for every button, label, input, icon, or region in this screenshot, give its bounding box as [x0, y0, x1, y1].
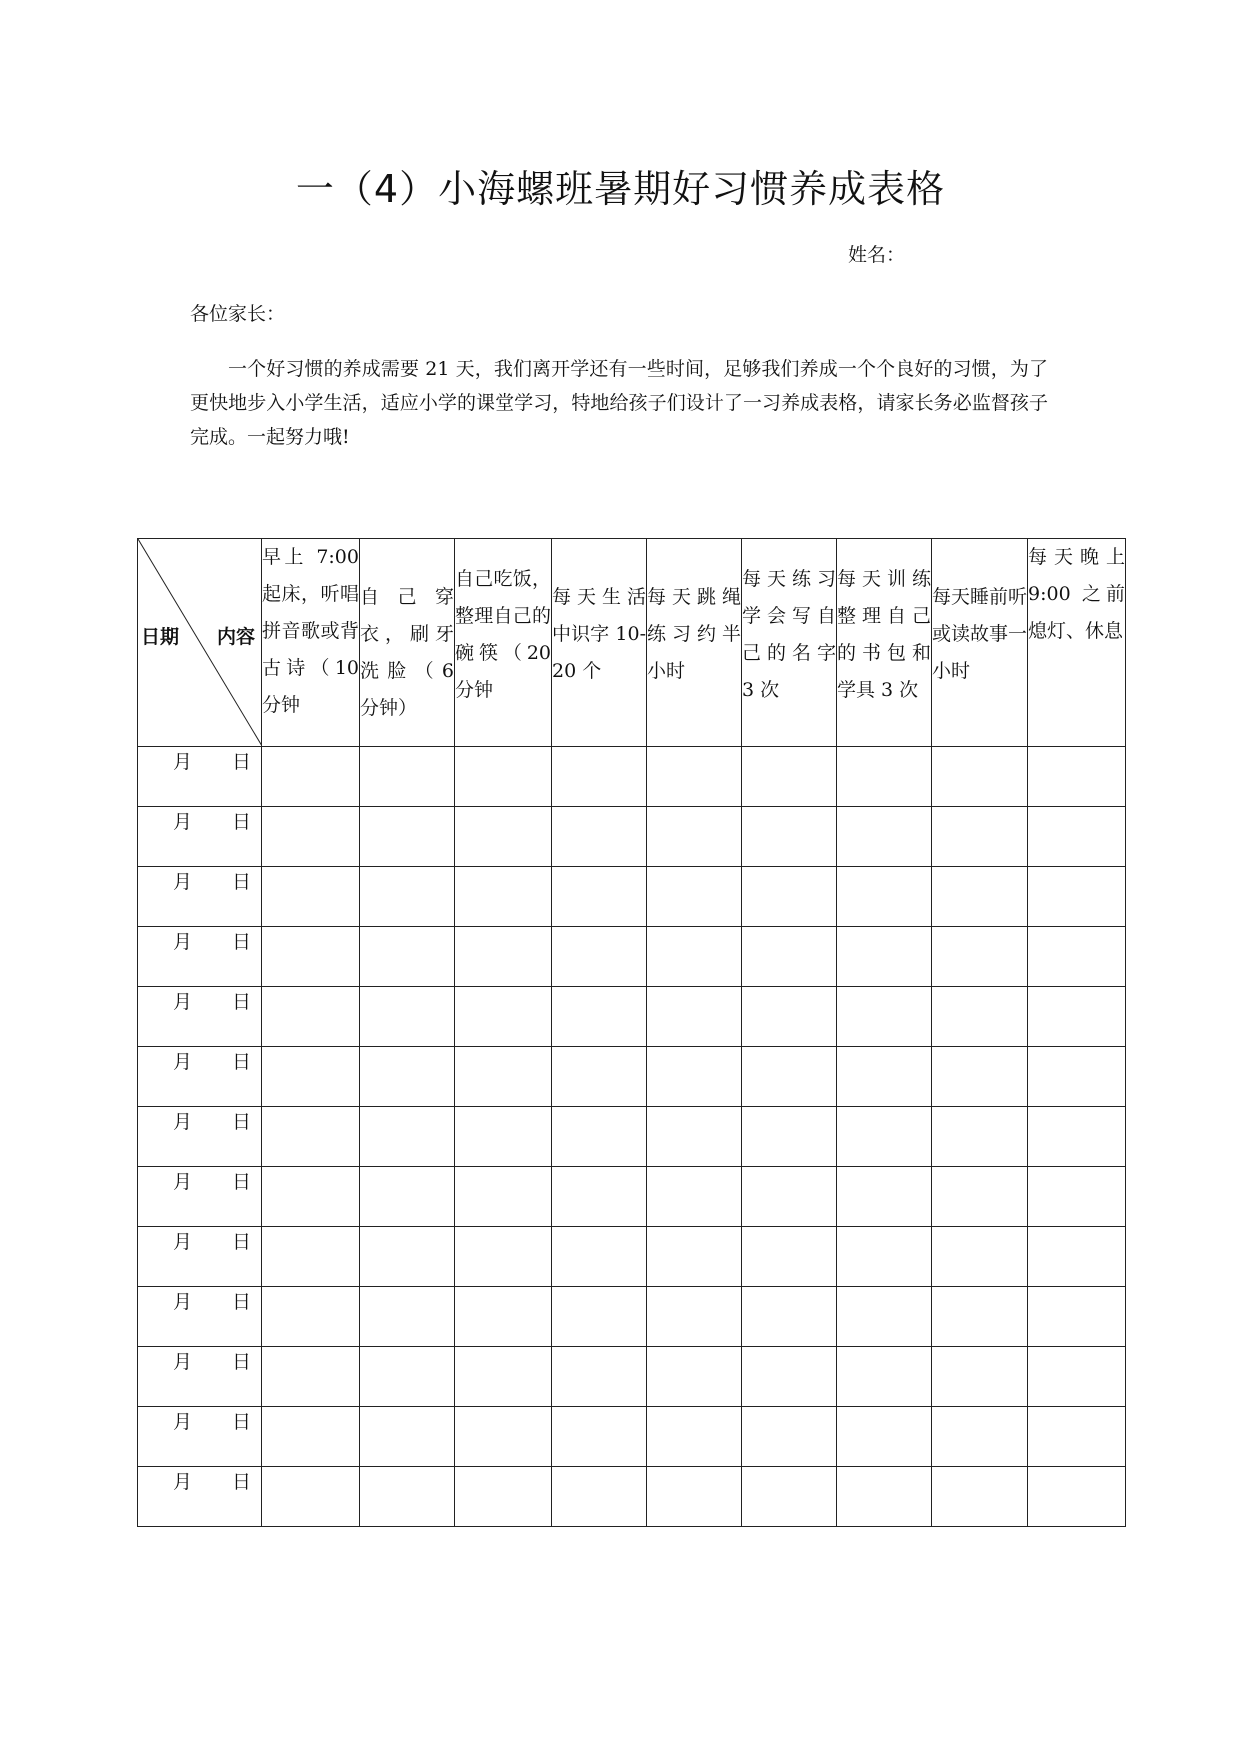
day-label: 日: [232, 1351, 252, 1373]
header-cell: 自己吃饭，整理自己的碗筷（20 分钟: [455, 539, 552, 747]
check-cell[interactable]: [360, 1227, 455, 1287]
check-cell[interactable]: [455, 867, 552, 927]
check-cell[interactable]: [455, 1167, 552, 1227]
date-cell: [138, 1167, 262, 1227]
check-cell[interactable]: [552, 1467, 647, 1527]
check-cell[interactable]: [932, 987, 1028, 1047]
check-cell[interactable]: [647, 1107, 742, 1167]
month-label: 月: [173, 811, 193, 833]
day-label: 日: [232, 811, 252, 833]
check-cell[interactable]: [262, 1287, 360, 1347]
date-cell: [138, 867, 262, 927]
check-cell[interactable]: [837, 747, 932, 807]
check-cell[interactable]: [552, 747, 647, 807]
check-cell[interactable]: [552, 1107, 647, 1167]
month-label: 月: [173, 1351, 193, 1373]
month-label: 月: [173, 931, 193, 953]
check-cell[interactable]: [932, 1107, 1028, 1167]
check-cell[interactable]: [262, 987, 360, 1047]
table-row: [138, 1467, 1126, 1527]
table-row: [138, 987, 1126, 1047]
date-cell: [138, 1047, 262, 1107]
check-cell[interactable]: [742, 1227, 837, 1287]
date-cell: [138, 927, 262, 987]
check-cell[interactable]: [647, 987, 742, 1047]
month-label: 月: [173, 1171, 193, 1193]
check-cell[interactable]: [932, 1347, 1028, 1407]
check-cell[interactable]: [647, 1227, 742, 1287]
check-cell[interactable]: [742, 1347, 837, 1407]
check-cell[interactable]: [360, 987, 455, 1047]
table-row: [138, 867, 1126, 927]
check-cell[interactable]: [647, 867, 742, 927]
check-cell[interactable]: [552, 1407, 647, 1467]
check-cell[interactable]: [455, 987, 552, 1047]
check-cell[interactable]: [262, 1047, 360, 1107]
header-cell: 每天训练整理自己的书包和学具 3 次: [837, 539, 932, 747]
check-cell[interactable]: [742, 807, 837, 867]
check-cell[interactable]: [647, 1347, 742, 1407]
name-label: 姓名：: [848, 244, 906, 266]
table-row: [138, 1347, 1126, 1407]
check-cell[interactable]: [360, 1287, 455, 1347]
day-label: 日: [232, 1171, 252, 1193]
check-cell[interactable]: [455, 1347, 552, 1407]
day-label: 日: [232, 1291, 252, 1313]
table-row: [138, 807, 1126, 867]
check-cell[interactable]: [837, 1347, 932, 1407]
table-row: [138, 1407, 1126, 1467]
table-row: [138, 1047, 1126, 1107]
header-cell: 早上 7:00 起床，听唱拼音歌或背古诗（10 分钟: [262, 539, 360, 747]
date-cell: [138, 807, 262, 867]
check-cell[interactable]: [360, 807, 455, 867]
check-cell[interactable]: [455, 927, 552, 987]
check-cell[interactable]: [455, 1407, 552, 1467]
check-cell[interactable]: [647, 1047, 742, 1107]
habit-table: [137, 538, 1126, 1527]
check-cell[interactable]: [742, 1467, 837, 1527]
intro-paragraph: 一个好习惯的养成需要 21 天，我们离开学还有一些时间，足够我们养成一个个良好的习惯，为了更快地步入小学生活，适应小学的课堂学习，特地给孩子们设计了一习养成表格，请家长务必监督孩子完成。一起努力哦!: [190, 358, 1048, 448]
date-cell: [138, 987, 262, 1047]
check-cell[interactable]: [262, 927, 360, 987]
day-label: 日: [232, 931, 252, 953]
header-cell: 每天晚上 9:00 之前熄灯、休息: [1028, 539, 1126, 747]
check-cell[interactable]: [932, 927, 1028, 987]
check-cell[interactable]: [552, 807, 647, 867]
table-row: [138, 1167, 1126, 1227]
check-cell[interactable]: [742, 1407, 837, 1467]
check-cell[interactable]: [647, 1407, 742, 1467]
check-cell[interactable]: [360, 1407, 455, 1467]
table-row: [138, 1227, 1126, 1287]
greeting: 各位家长：: [190, 303, 286, 325]
check-cell[interactable]: [1028, 1107, 1126, 1167]
check-cell[interactable]: [742, 1167, 837, 1227]
month-label: 月: [173, 751, 193, 773]
check-cell[interactable]: [455, 1287, 552, 1347]
check-cell[interactable]: [932, 867, 1028, 927]
check-cell[interactable]: [932, 1287, 1028, 1347]
month-label: 月: [173, 871, 193, 893]
check-cell[interactable]: [360, 927, 455, 987]
check-cell[interactable]: [932, 747, 1028, 807]
check-cell[interactable]: [262, 1167, 360, 1227]
check-cell[interactable]: [262, 867, 360, 927]
check-cell[interactable]: [262, 747, 360, 807]
check-cell[interactable]: [837, 1227, 932, 1287]
check-cell[interactable]: [837, 987, 932, 1047]
check-cell[interactable]: [455, 1227, 552, 1287]
day-label: 日: [232, 1231, 252, 1253]
check-cell[interactable]: [837, 867, 932, 927]
table-row: [138, 1107, 1126, 1167]
date-cell: [138, 1227, 262, 1287]
check-cell[interactable]: [262, 1227, 360, 1287]
check-cell[interactable]: [647, 807, 742, 867]
date-cell: [138, 1467, 262, 1527]
check-cell[interactable]: [932, 1227, 1028, 1287]
check-cell[interactable]: [1028, 867, 1126, 927]
check-cell[interactable]: [262, 1347, 360, 1407]
check-cell[interactable]: [262, 1407, 360, 1467]
header-cell: 自己穿衣，刷牙洗脸（6 分钟）: [360, 539, 455, 747]
check-cell[interactable]: [1028, 747, 1126, 807]
month-label: 月: [173, 1051, 193, 1073]
check-cell[interactable]: [1028, 807, 1126, 867]
check-cell[interactable]: [455, 747, 552, 807]
check-cell[interactable]: [932, 1407, 1028, 1467]
header-cell: 每天跳绳练习约半小时: [647, 539, 742, 747]
check-cell[interactable]: [1028, 1227, 1126, 1287]
check-cell[interactable]: [837, 1287, 932, 1347]
check-cell[interactable]: [647, 747, 742, 807]
check-cell[interactable]: [455, 1047, 552, 1107]
corner-header: [138, 539, 262, 747]
check-cell[interactable]: [552, 927, 647, 987]
day-label: 日: [232, 991, 252, 1013]
check-cell[interactable]: [552, 1347, 647, 1407]
month-label: 月: [173, 1471, 193, 1493]
day-label: 日: [232, 871, 252, 893]
day-label: 日: [232, 1471, 252, 1493]
check-cell[interactable]: [1028, 1467, 1126, 1527]
check-cell[interactable]: [837, 1407, 932, 1467]
check-cell[interactable]: [455, 1107, 552, 1167]
check-cell[interactable]: [552, 1167, 647, 1227]
check-cell[interactable]: [932, 807, 1028, 867]
check-cell[interactable]: [552, 1287, 647, 1347]
check-cell[interactable]: [742, 747, 837, 807]
month-label: 月: [173, 991, 193, 1013]
check-cell[interactable]: [552, 1047, 647, 1107]
header-cell: 每天生活中识字 10-20 个: [552, 539, 647, 747]
corner-content-label: 内容: [216, 626, 255, 648]
corner-date-label: 日期: [141, 626, 180, 648]
check-cell[interactable]: [837, 1167, 932, 1227]
header-cell: 每天练习学会写自己的名字 3 次: [742, 539, 837, 747]
check-cell[interactable]: [1028, 1347, 1126, 1407]
check-cell[interactable]: [455, 807, 552, 867]
check-cell[interactable]: [360, 1467, 455, 1527]
check-cell[interactable]: [455, 1467, 552, 1527]
check-cell[interactable]: [1028, 1047, 1126, 1107]
check-cell[interactable]: [647, 1167, 742, 1227]
check-cell[interactable]: [742, 1107, 837, 1167]
check-cell[interactable]: [1028, 1287, 1126, 1347]
date-cell: [138, 747, 262, 807]
check-cell[interactable]: [837, 1107, 932, 1167]
day-label: 日: [232, 1111, 252, 1133]
check-cell[interactable]: [360, 867, 455, 927]
check-cell[interactable]: [837, 927, 932, 987]
day-label: 日: [232, 1051, 252, 1073]
table-row: [138, 927, 1126, 987]
month-label: 月: [173, 1291, 193, 1313]
check-cell[interactable]: [932, 1047, 1028, 1107]
day-label: 日: [232, 751, 252, 773]
date-cell: [138, 1107, 262, 1167]
header-cell: 每天睡前听或读故事一小时: [932, 539, 1028, 747]
check-cell[interactable]: [1028, 1407, 1126, 1467]
check-cell[interactable]: [837, 1467, 932, 1527]
document-title: 一（4）小海螺班暑期好习惯养成表格: [295, 167, 946, 211]
date-cell: [138, 1287, 262, 1347]
check-cell[interactable]: [742, 1287, 837, 1347]
check-cell[interactable]: [262, 1107, 360, 1167]
check-cell[interactable]: [552, 987, 647, 1047]
table-row: [138, 1287, 1126, 1347]
check-cell[interactable]: [932, 1167, 1028, 1227]
date-cell: [138, 1347, 262, 1407]
day-label: 日: [232, 1411, 252, 1433]
check-cell[interactable]: [1028, 927, 1126, 987]
check-cell[interactable]: [552, 867, 647, 927]
check-cell[interactable]: [552, 1227, 647, 1287]
check-cell[interactable]: [837, 1047, 932, 1107]
check-cell[interactable]: [1028, 1167, 1126, 1227]
month-label: 月: [173, 1111, 193, 1133]
check-cell[interactable]: [360, 747, 455, 807]
check-cell[interactable]: [360, 1347, 455, 1407]
check-cell[interactable]: [742, 927, 837, 987]
check-cell[interactable]: [360, 1167, 455, 1227]
check-cell[interactable]: [262, 1467, 360, 1527]
check-cell[interactable]: [647, 927, 742, 987]
check-cell[interactable]: [742, 1047, 837, 1107]
table-row: [138, 747, 1126, 807]
check-cell[interactable]: [647, 1467, 742, 1527]
check-cell[interactable]: [647, 1287, 742, 1347]
check-cell[interactable]: [932, 1467, 1028, 1527]
header-row: [138, 539, 1126, 747]
check-cell[interactable]: [262, 807, 360, 867]
month-label: 月: [173, 1231, 193, 1253]
check-cell[interactable]: [837, 807, 932, 867]
check-cell[interactable]: [742, 987, 837, 1047]
check-cell[interactable]: [360, 1107, 455, 1167]
check-cell[interactable]: [360, 1047, 455, 1107]
date-cell: [138, 1407, 262, 1467]
check-cell[interactable]: [1028, 987, 1126, 1047]
month-label: 月: [173, 1411, 193, 1433]
check-cell[interactable]: [742, 867, 837, 927]
